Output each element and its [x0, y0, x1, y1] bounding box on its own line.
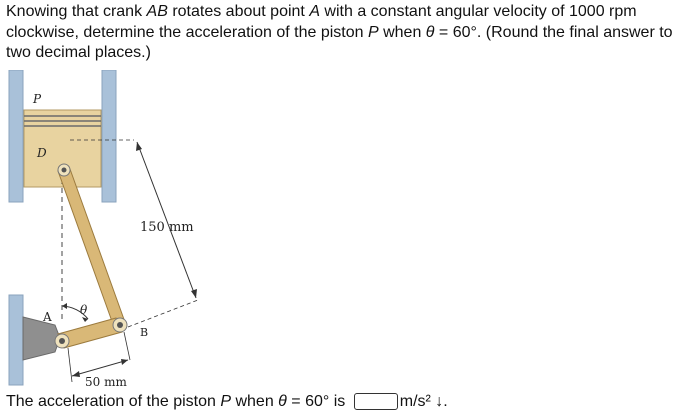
base-support-wall	[9, 295, 23, 385]
answer-unit: m/s² ↓.	[399, 393, 448, 410]
label-50mm: 50 mm	[85, 375, 127, 389]
label-d: D	[37, 146, 47, 160]
answer-input[interactable]	[354, 393, 398, 410]
answer-line: The acceleration of the piston P when θ = 60° is m/s² ↓.	[6, 393, 448, 410]
base-bracket	[23, 317, 60, 360]
cylinder-wall-left	[9, 70, 23, 202]
mechanism-figure	[0, 70, 240, 392]
dimension-50	[72, 360, 128, 376]
label-p: P	[33, 92, 42, 106]
cylinder-wall-right	[102, 70, 116, 202]
label-b: B	[140, 326, 149, 339]
question-text: Knowing that crank AB rotates about point A with a constant angular velocity of 1000 rpm clockwise, determine the acceleration of the piston P when θ = 60°. (Round the final answer to two decimal places.)	[6, 3, 673, 61]
label-theta: θ	[80, 303, 88, 317]
label-a: A	[43, 310, 52, 324]
label-150mm: 150 mm	[140, 220, 194, 235]
